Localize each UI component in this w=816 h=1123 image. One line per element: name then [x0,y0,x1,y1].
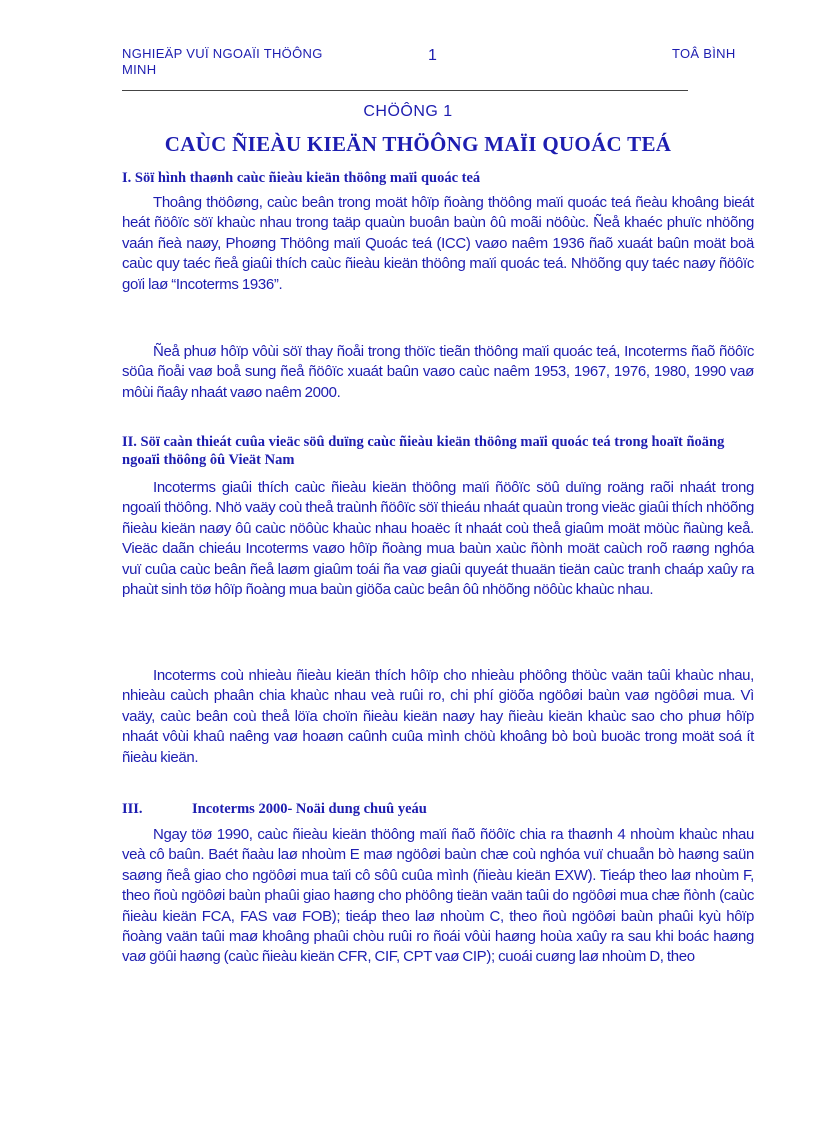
header-right-author: TOÂ BÌNH [672,46,736,61]
section-2-paragraph-2: Incoterms coù nhieàu ñieàu kieän thích hôïp cho nhieàu phöông thöùc vaän taûi khaùc nhau, nhieàu caùch phaân chia khaùc nhau veà ruûi ro, chi phí giöõa ngöôøi baùn vaø ngöôøi mua. Vì vaäy, caùc beân coù theå löïa choïn ñieàu kieän naøy hay ñieàu kieän khaùc sao cho phuø hôïp nhaát vôùi khaû naêng vaø hoaøn caûnh cuûa mình chöù khoâng bò boù buoäc trong moät soá ít ñieàu kieän. [122,667,754,766]
section-3-title: Incoterms 2000- Noäi dung chuû yeáu [192,801,427,817]
section-1-paragraph-1: Thoâng thöôøng, caùc beân trong moät hôïp ñoàng thöông maïi quoác teá ñeàu khoâng bieát heát ñöôïc söï khaùc nhau trong taäp quaùn buoân baùn ôû moãi nöôùc. Ñeå khaéc phuïc nhöõng vaán ñeà naøy, Phoøng Thöông maïi Quoác teá (ICC) vaøo naêm 1936 ñaõ xuaát baûn moät boä caùc quy taéc ñeå giaûi thích caùc ñieàu kieän thöông maïi quoác teá. Nhöõng quy taéc naøy ñöôïc goïi laø “Incoterms 1936”. [122,194,754,293]
section-3-heading [122,800,762,818]
section-1-paragraph-2: Ñeå phuø hôïp vôùi söï thay ñoåi trong thöïc tieãn thöông maïi quoác teá, Incoterms ñaõ ñöôïc söûa ñoåi vaø boå sung ñeå ñöôïc xuaát baûn vaøo caùc naêm 1953, 1967, 1976, 1980, 1990 vaø môùi ñaây nhaát vaøo naêm 2000. [122,343,754,401]
page-number: 1 [428,47,438,64]
header-divider [122,90,688,91]
chapter-label: CHÖÔNG 1 [363,103,453,120]
header-left-title: NGHIEÄP VUÏ NGOAÏI THÖÔNG MINH [122,46,323,77]
section-2-heading: II. Söï caàn thieát cuûa vieäc söû duïng caùc ñieàu kieän thöông maïi quoác teá trong hoaït ñoäng ngoaïi thöông ôû Vieät Nam [122,434,725,468]
chapter-title: CAÙC ÑIEÀU KIEÄN THÖÔNG MAÏI QUOÁC TEÁ [164,132,672,156]
section-3-paragraph-1: Ngay töø 1990, caùc ñieàu kieän thöông maïi ñaõ ñöôïc chia ra thaønh 4 nhoùm khaùc nhau veà cô baûn. Baét ñaàu laø nhoùm E maø ngöôøi baùn chæ coù nghóa vuï chuaån bò haøng saün saøng ñeå giao cho ngöôøi mua taïi cô sôû cuûa mình (ñieàu kieän EXW). Tieáp theo laø nhoùm F, theo ñoù ngöôøi baùn phaûi giao haøng cho phöông tieän vaän taûi do ngöôøi mua chæ ñònh (caùc ñieàu kieän FCA, FAS vaø FOB); tieáp theo laø nhoùm C, theo ñoù ngöôøi baùn phaûi kyù hôïp ñoàng vaän taûi maø khoâng phaûi chòu ruûi ro ñoái vôùi haøng hoùa xaûy ra sau khi boác haøng vaø göûi haøng (caùc ñieàu kieän CFR, CIF, CPT vaø CIP); cuoái cuøng laø nhoùm D, theo [122,826,754,966]
section-1-heading: I. Söï hình thaønh caùc ñieàu kieän thöông maïi quoác teá [122,170,481,186]
section-2-paragraph-1: Incoterms giaûi thích caùc ñieàu kieän thöông maïi ñöôïc söû duïng roäng raõi nhaát trong ngoaïi thöông. Nhö vaäy coù theå traùnh ñöôïc söï thieáu nhaát quaùn trong vieäc giaûi thích nhöõng ñieàu kieän naøy ôû caùc nöôùc khaùc nhau hoaëc ít nhaát coù theå giaûm moät möùc ñaùng keå. Vieäc daãn chieáu Incoterms vaøo hôïp ñoàng mua baùn xaùc ñònh moät caùch roõ raøng nghóa vuï cuûa caùc beân ñeå laøm giaûm toái ña vaø giaûi quyeát thuaän tieän caùc tranh chaáp xaûy ra phaùt sinh töø hôïp ñoàng mua baùn giöõa caùc beân ôû nhöõng nöôùc khaùc nhau. [122,479,754,599]
section-3-number: III. [122,801,143,817]
